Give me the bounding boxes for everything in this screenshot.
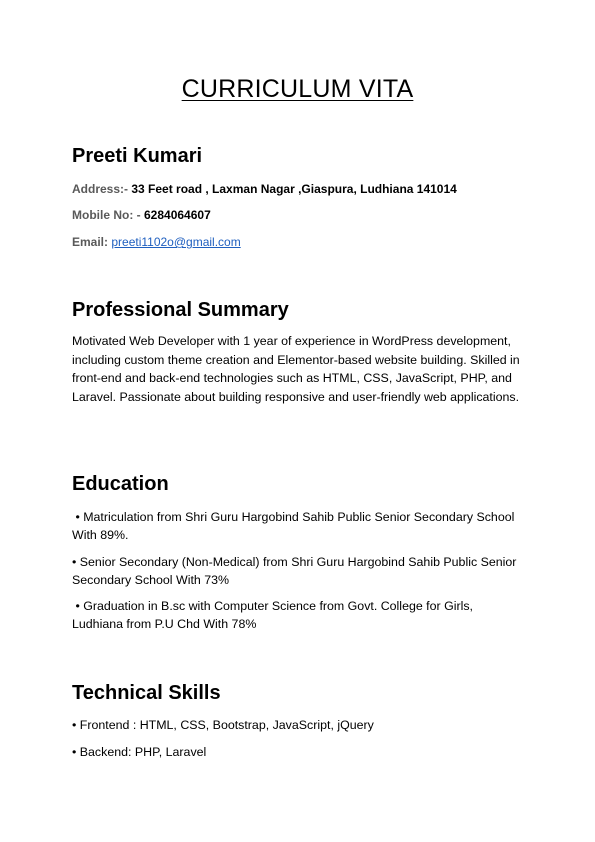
summary-text: Motivated Web Developer with 1 year of experience in WordPress development, including custom theme creation and Elementor-based website building. Skilled in front-end and back-end technologies such as HTML, CSS, JavaScript, PHP, and Laravel. Passionate about building responsive and user-friendly web applications. [72, 334, 520, 404]
document-title-text: CURRICULUM VITA [181, 75, 414, 103]
document-title [0, 74, 595, 104]
skills-item-frontend: • Frontend : HTML, CSS, Bootstrap, JavaScript, jQuery [72, 718, 374, 732]
address-label: Address:- [72, 182, 129, 196]
skills-item-backend: • Backend: PHP, Laravel [72, 745, 207, 759]
summary-heading: Professional Summary [72, 299, 289, 321]
email-label: Email: [72, 235, 109, 249]
education-item-senior-secondary: • Senior Secondary (Non-Medical) from Shri Guru Hargobind Sahib Public Senior Secondary School With 73% [72, 555, 517, 587]
education-item-graduation: • Graduation in B.sc with Computer Science from Govt. College for Girls, Ludhiana from P.U Chd With 78% [72, 599, 473, 631]
mobile-line [72, 207, 211, 223]
candidate-name: Preeti Kumari [72, 145, 203, 167]
address-value: 33 Feet road , Laxman Nagar ,Giaspura, Ludhiana 141014 [131, 182, 457, 196]
address-line [72, 181, 457, 197]
education-heading: Education [72, 473, 169, 495]
mobile-label: Mobile No: - [72, 208, 141, 222]
email-link[interactable]: preeti1102o@gmail.com [111, 235, 241, 249]
education-item-matriculation: • Matriculation from Shri Guru Hargobind Sahib Public Senior Secondary School With 89%. [72, 510, 515, 542]
mobile-value: 6284064607 [144, 208, 211, 222]
skills-heading: Technical Skills [72, 682, 221, 704]
email-line [72, 234, 241, 250]
